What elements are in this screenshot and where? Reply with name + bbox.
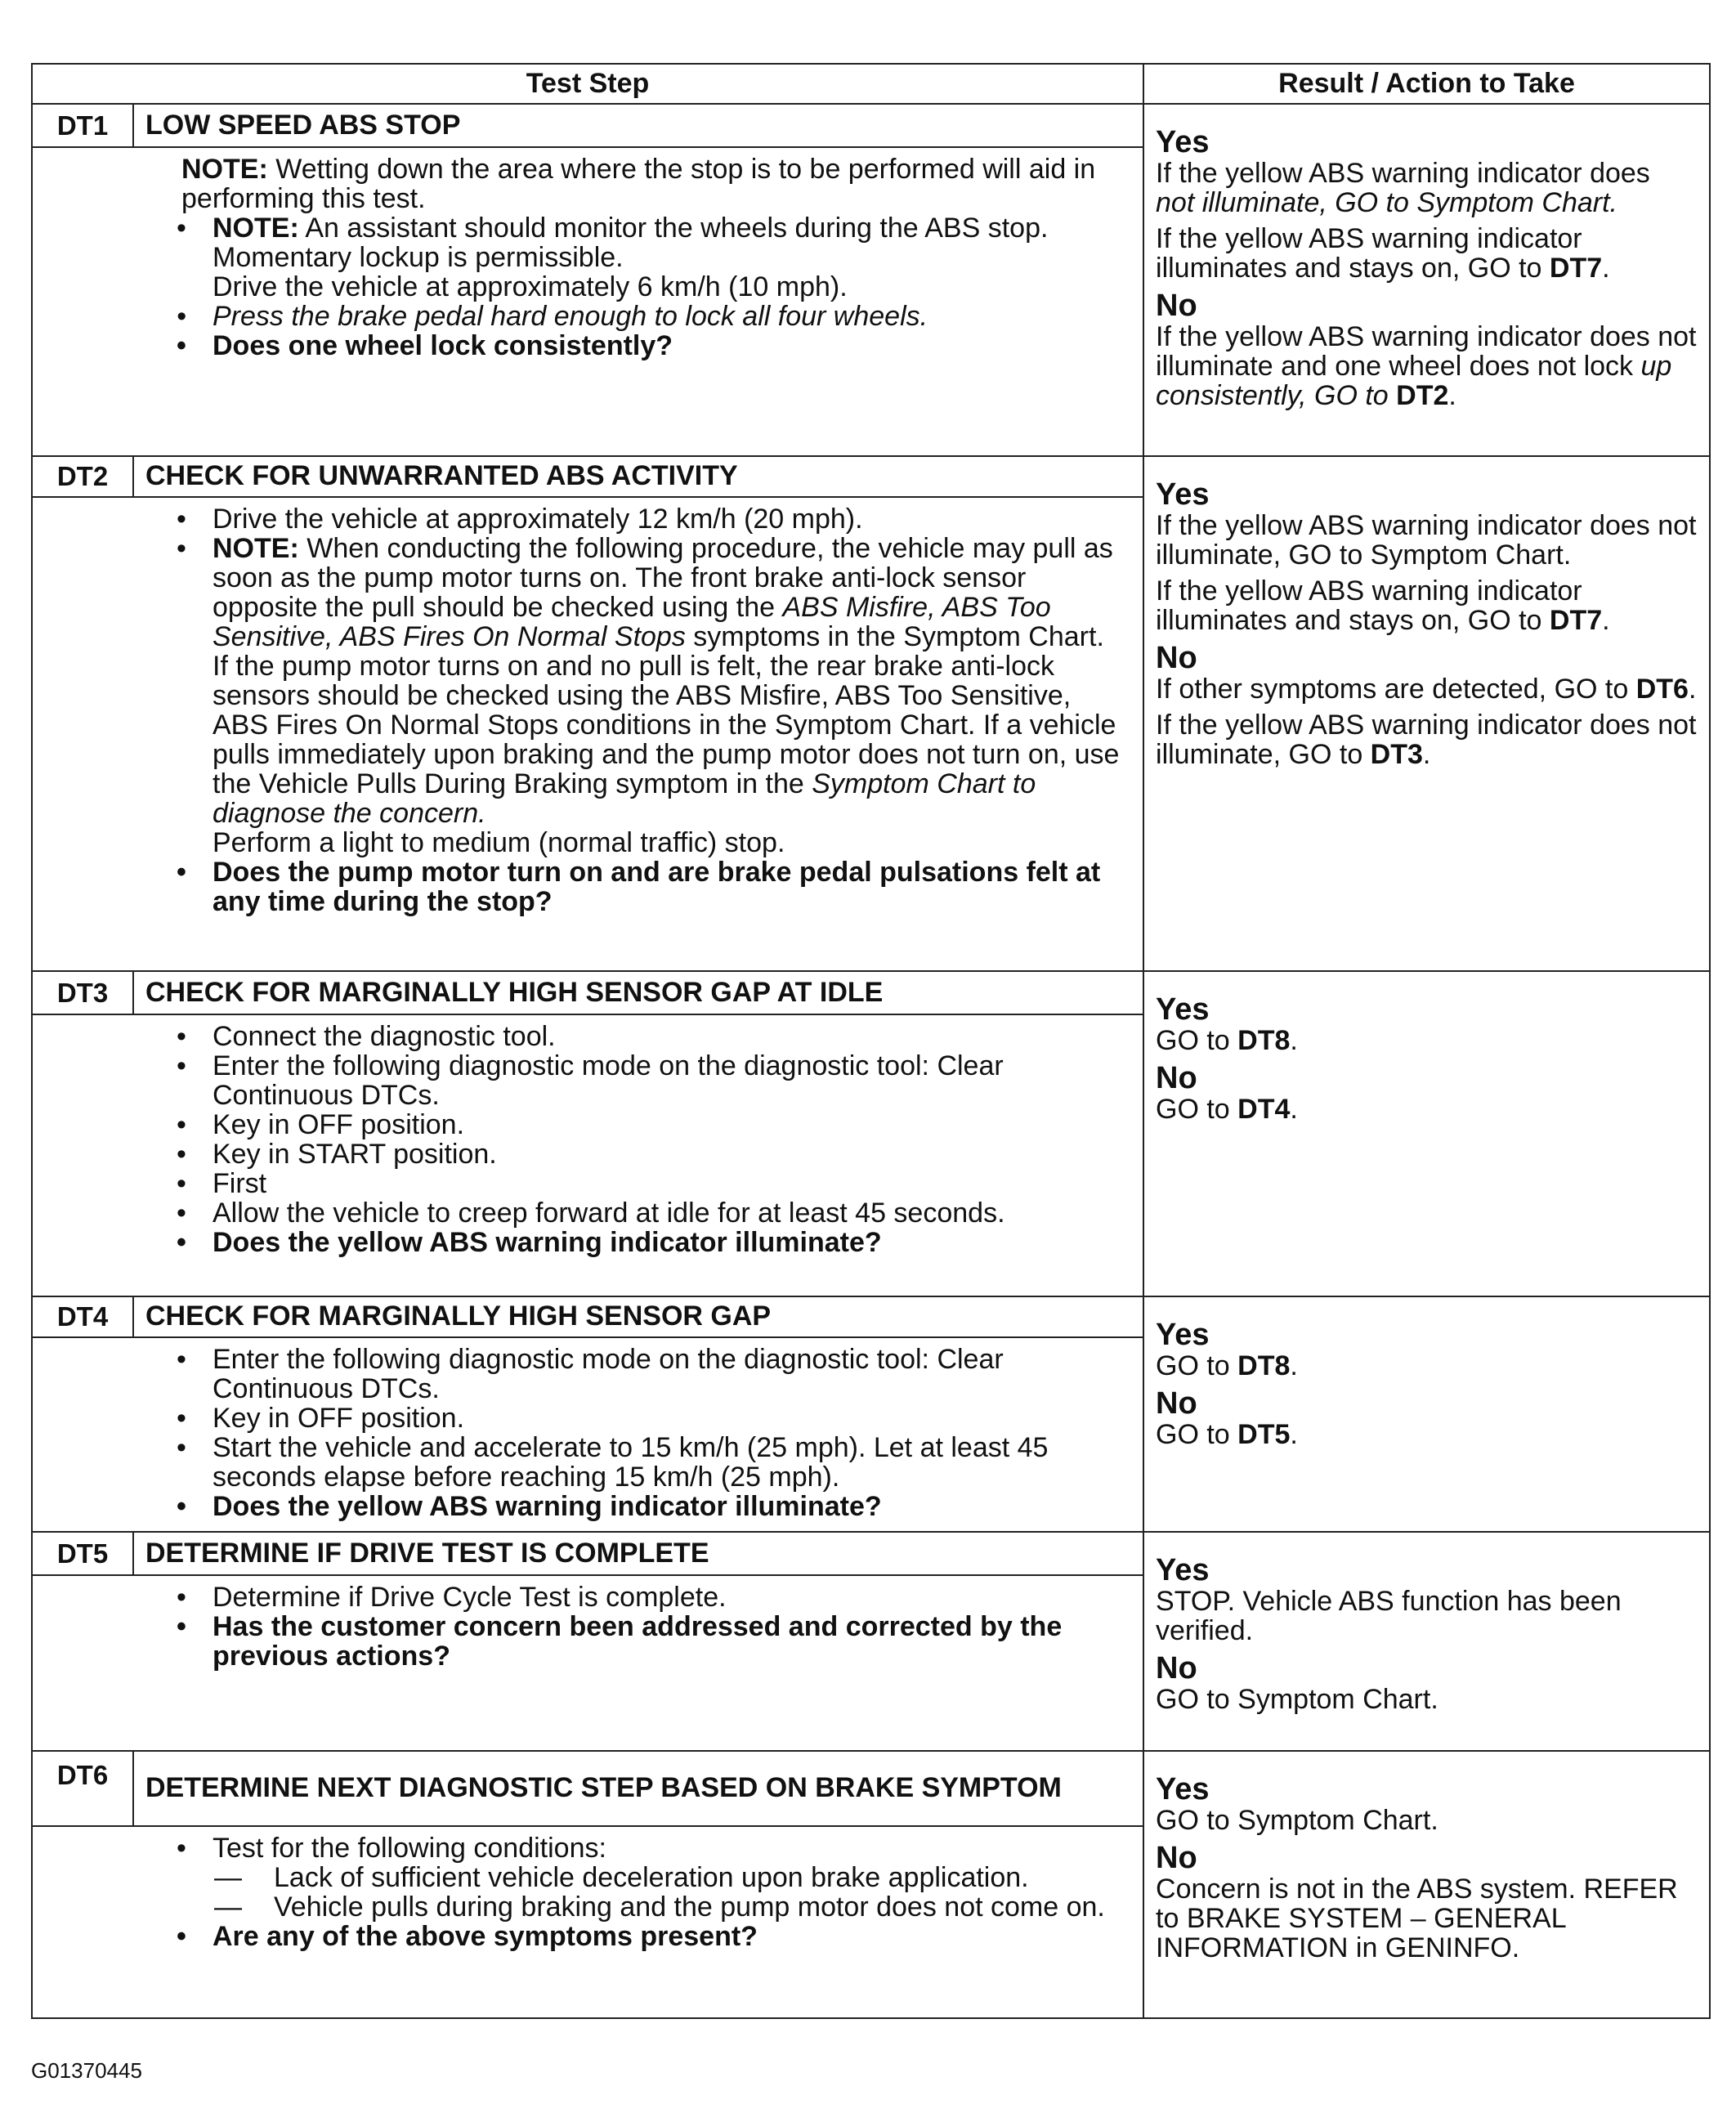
step-result: [1143, 1532, 1710, 1751]
list-item: • Key in START position.: [172, 1139, 1120, 1169]
result-no-label: No: [1156, 1651, 1197, 1686]
step-result: [1143, 971, 1710, 1296]
table-header-row: [32, 64, 1710, 104]
list-item: • Does the yellow ABS warning indicator illuminate?: [172, 1228, 1120, 1257]
result-text: STOP. Vehicle ABS function has been verified.: [1156, 1586, 1622, 1646]
list-item: • NOTE: When conducting the following procedure, the vehicle may pull as soon as the pump motor turns on. The front brake anti-lock sensor opposite the pull should be checked using the ABS Misfire, ABS Too Sensitive, ABS Fires On Normal Stops symptoms in the Symptom Chart. If the pump motor turns on and no pull is felt, the rear brake anti-lock sensors should be checked using the ABS Misfire, ABS Too Sensitive, ABS Fires On Normal Stops conditions in the Symptom Chart. If a vehicle pulls immediately upon braking and the pump motor does not turn on, use the Vehicle Pulls During Braking symptom in the Symptom Chart to diagnose the concern.: [172, 534, 1120, 828]
list-item: • Does the yellow ABS warning indicator illuminate?: [172, 1492, 1120, 1521]
step-list: [172, 1345, 1120, 1521]
diagnostic-table: [31, 63, 1711, 2019]
table-row: [32, 104, 1710, 147]
result-text: GO to DT8.: [1156, 1025, 1298, 1056]
step-result: [1143, 1296, 1710, 1532]
result-no-label: No: [1156, 1061, 1197, 1095]
step-body: [32, 1337, 1143, 1532]
header-result: Result / Action to Take: [1143, 64, 1710, 104]
figure-code: G01370445: [31, 2058, 142, 2083]
step-title: DETERMINE IF DRIVE TEST IS COMPLETE: [133, 1532, 1143, 1575]
step-id: DT1: [32, 104, 133, 147]
table-row: [32, 1532, 1710, 1575]
table-row: [32, 456, 1710, 497]
result-yes-label: Yes: [1156, 992, 1210, 1027]
step-id: DT3: [32, 971, 133, 1014]
step-body: [32, 1575, 1143, 1751]
list-item: • Does the pump motor turn on and are brake pedal pulsations felt at any time during the stop?: [172, 857, 1120, 916]
step-body: [32, 1826, 1143, 2018]
result-yes-label: Yes: [1156, 1772, 1210, 1806]
result-no-label: No: [1156, 289, 1197, 323]
step-list: [172, 504, 1120, 916]
list-item: • Key in OFF position.: [172, 1403, 1120, 1433]
result-text: If other symptoms are detected, GO to DT6.: [1156, 674, 1697, 705]
step-list: [172, 1833, 1120, 1951]
step-body: [32, 1014, 1143, 1296]
result-yes-label: Yes: [1156, 125, 1210, 159]
list-item: • Does one wheel lock consistently?: [172, 331, 1120, 360]
list-item: Drive the vehicle at approximately 6 km/h (10 mph).: [213, 271, 848, 302]
result-text: If the yellow ABS warning indicator illuminates and stays on, GO to DT7.: [1156, 575, 1610, 636]
list-item: • Start the vehicle and accelerate to 15 km/h (25 mph). Let at least 45 seconds elapse before reaching 15 km/h (25 mph).: [172, 1433, 1120, 1492]
list-item: — Vehicle pulls during braking and the pump motor does not come on.: [213, 1892, 1120, 1922]
table-row: [32, 971, 1710, 1014]
step-id: DT6: [32, 1751, 133, 1826]
list-item: • Connect the diagnostic tool.: [172, 1022, 1120, 1051]
result-text: If the yellow ABS warning indicator does not illuminate, GO to Symptom Chart.: [1156, 158, 1650, 218]
step-note: NOTE: Wetting down the area where the stop is to be performed will aid in performing this test.: [181, 154, 1096, 214]
list-item: — Lack of sufficient vehicle deceleration upon brake application.: [213, 1863, 1120, 1892]
step-body: [32, 497, 1143, 971]
result-text: If the yellow ABS warning indicator does not illuminate, GO to DT3.: [1156, 710, 1697, 770]
result-text: GO to DT5.: [1156, 1419, 1298, 1450]
result-text: If the yellow ABS warning indicator illuminates and stays on, GO to DT7.: [1156, 223, 1610, 284]
result-no-label: No: [1156, 641, 1197, 675]
result-yes-label: Yes: [1156, 1318, 1210, 1352]
list-item: Perform a light to medium (normal traffic) stop.: [213, 827, 785, 858]
result-text: GO to DT8.: [1156, 1350, 1298, 1381]
result-text: GO to Symptom Chart.: [1156, 1805, 1438, 1836]
result-text: GO to Symptom Chart.: [1156, 1684, 1438, 1715]
step-title: CHECK FOR MARGINALLY HIGH SENSOR GAP: [133, 1296, 1143, 1337]
step-id: DT4: [32, 1296, 133, 1337]
step-title: CHECK FOR MARGINALLY HIGH SENSOR GAP AT IDLE: [133, 971, 1143, 1014]
result-no-label: No: [1156, 1841, 1197, 1875]
step-result: [1143, 104, 1710, 456]
list-item: • Determine if Drive Cycle Test is complete.: [172, 1583, 1120, 1612]
list-item: • Key in OFF position.: [172, 1110, 1120, 1139]
header-test-step: Test Step: [32, 64, 1143, 104]
list-item: • Has the customer concern been addressed and corrected by the previous actions?: [172, 1612, 1120, 1671]
result-text: GO to DT4.: [1156, 1094, 1298, 1125]
table-row: [32, 1296, 1710, 1337]
step-title: DETERMINE NEXT DIAGNOSTIC STEP BASED ON BRAKE SYMPTOM: [133, 1751, 1143, 1826]
step-title: LOW SPEED ABS STOP: [133, 104, 1143, 147]
list-item: • Test for the following conditions: — Lack of sufficient vehicle deceleration upon brake application. — Vehicle pulls during braking and the pump motor does not come on.: [172, 1833, 1120, 1922]
result-text: If the yellow ABS warning indicator does not illuminate, GO to Symptom Chart.: [1156, 510, 1697, 571]
step-list: [172, 213, 1120, 360]
result-text: If the yellow ABS warning indicator does not illuminate and one wheel does not lock up consistently, GO to DT2.: [1156, 321, 1697, 411]
step-list: [172, 1022, 1120, 1257]
step-title: CHECK FOR UNWARRANTED ABS ACTIVITY: [133, 456, 1143, 497]
step-result: [1143, 456, 1710, 971]
table-row: [32, 1751, 1710, 1826]
result-yes-label: Yes: [1156, 477, 1210, 512]
list-item: • Enter the following diagnostic mode on the diagnostic tool: Clear Continuous DTCs.: [172, 1051, 1120, 1110]
step-list: [172, 1583, 1120, 1671]
result-text: Concern is not in the ABS system. REFER to BRAKE SYSTEM – GENERAL INFORMATION in GENINFO.: [1156, 1874, 1678, 1963]
list-item: • Allow the vehicle to creep forward at idle for at least 45 seconds.: [172, 1198, 1120, 1228]
list-item: • Drive the vehicle at approximately 12 km/h (20 mph).: [172, 504, 1120, 534]
step-id: DT5: [32, 1532, 133, 1575]
sub-list: [213, 1863, 1120, 1922]
list-item: • NOTE: An assistant should monitor the wheels during the ABS stop. Momentary lockup is permissible.: [172, 213, 1120, 272]
result-no-label: No: [1156, 1386, 1197, 1421]
list-item: • Enter the following diagnostic mode on the diagnostic tool: Clear Continuous DTCs.: [172, 1345, 1120, 1403]
step-result: [1143, 1751, 1710, 2018]
step-id: DT2: [32, 456, 133, 497]
list-item: • First: [172, 1169, 1120, 1198]
list-item: • Are any of the above symptoms present?: [172, 1922, 1120, 1951]
list-item: • Press the brake pedal hard enough to lock all four wheels.: [172, 302, 1120, 331]
step-body: [32, 147, 1143, 456]
result-yes-label: Yes: [1156, 1553, 1210, 1587]
